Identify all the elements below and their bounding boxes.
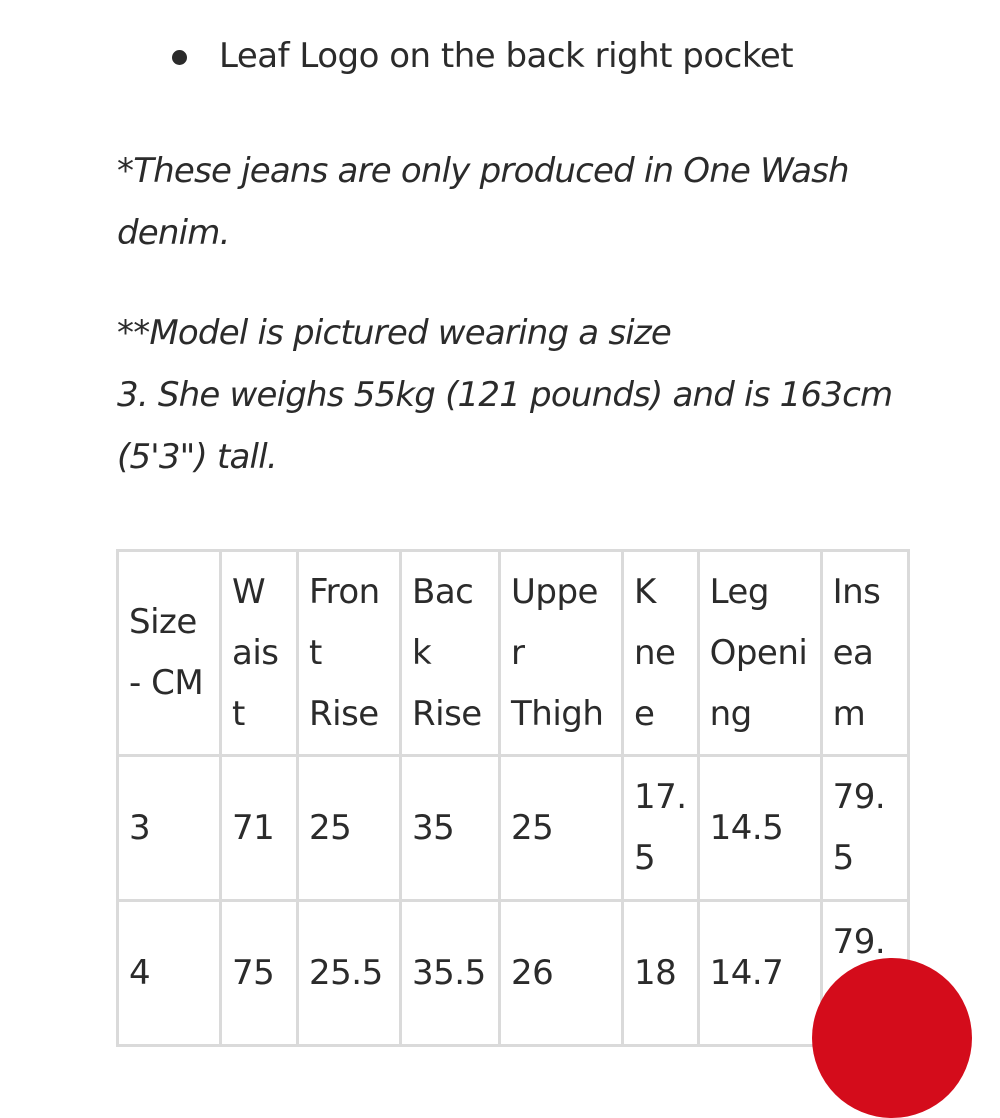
cell-back-rise: 35.5 [401,901,500,1046]
cell-upper-thigh: 26 [500,901,623,1046]
table-row [118,901,909,1046]
table-row [118,756,909,901]
feature-bullet-item [172,36,793,76]
wash-note-line: *These jeans are only produced in One Wash [117,151,849,191]
cell-front-rise: 25.5 [298,901,401,1046]
model-note [117,302,893,488]
header-knee: K ne e [623,551,699,756]
cell-waist: 75 [221,901,298,1046]
model-note-line: 3. She weighs 55kg (121 pounds) and is 163cm [117,375,893,415]
wash-note [117,140,877,264]
model-note-line: (5'3") tall. [117,437,277,477]
floating-action-button[interactable] [812,958,972,1118]
model-note-line: **Model is pictured wearing a size [117,313,672,353]
header-size-cm: Size - CM [118,551,221,756]
cell-front-rise: 25 [298,756,401,901]
cell-knee: 18 [623,901,699,1046]
header-front-rise: Fron t Rise [298,551,401,756]
cell-upper-thigh: 25 [500,756,623,901]
cell-leg-opening: 14.5 [698,756,821,901]
table-header-row [118,551,909,756]
cell-waist: 71 [221,756,298,901]
header-leg-opening: Leg Openi ng [698,551,821,756]
feature-bullet-text: Leaf Logo on the back right pocket [219,36,794,76]
header-inseam: Ins ea m [821,551,908,756]
header-upper-thigh: Uppe r Thigh [500,551,623,756]
cell-leg-opening: 14.7 [698,901,821,1046]
size-chart-table [116,549,910,1047]
cell-back-rise: 35 [401,756,500,901]
cell-knee: 17. 5 [623,756,699,901]
cell-inseam: 79. 5 [821,756,908,901]
cell-inseam: 79. [821,901,908,1046]
wash-note-line: denim. [117,213,230,253]
cell-size: 4 [118,901,221,1046]
bullet-dot-icon [172,50,187,65]
header-back-rise: Bac k Rise [401,551,500,756]
header-waist: W ais t [221,551,298,756]
cell-size: 3 [118,756,221,901]
